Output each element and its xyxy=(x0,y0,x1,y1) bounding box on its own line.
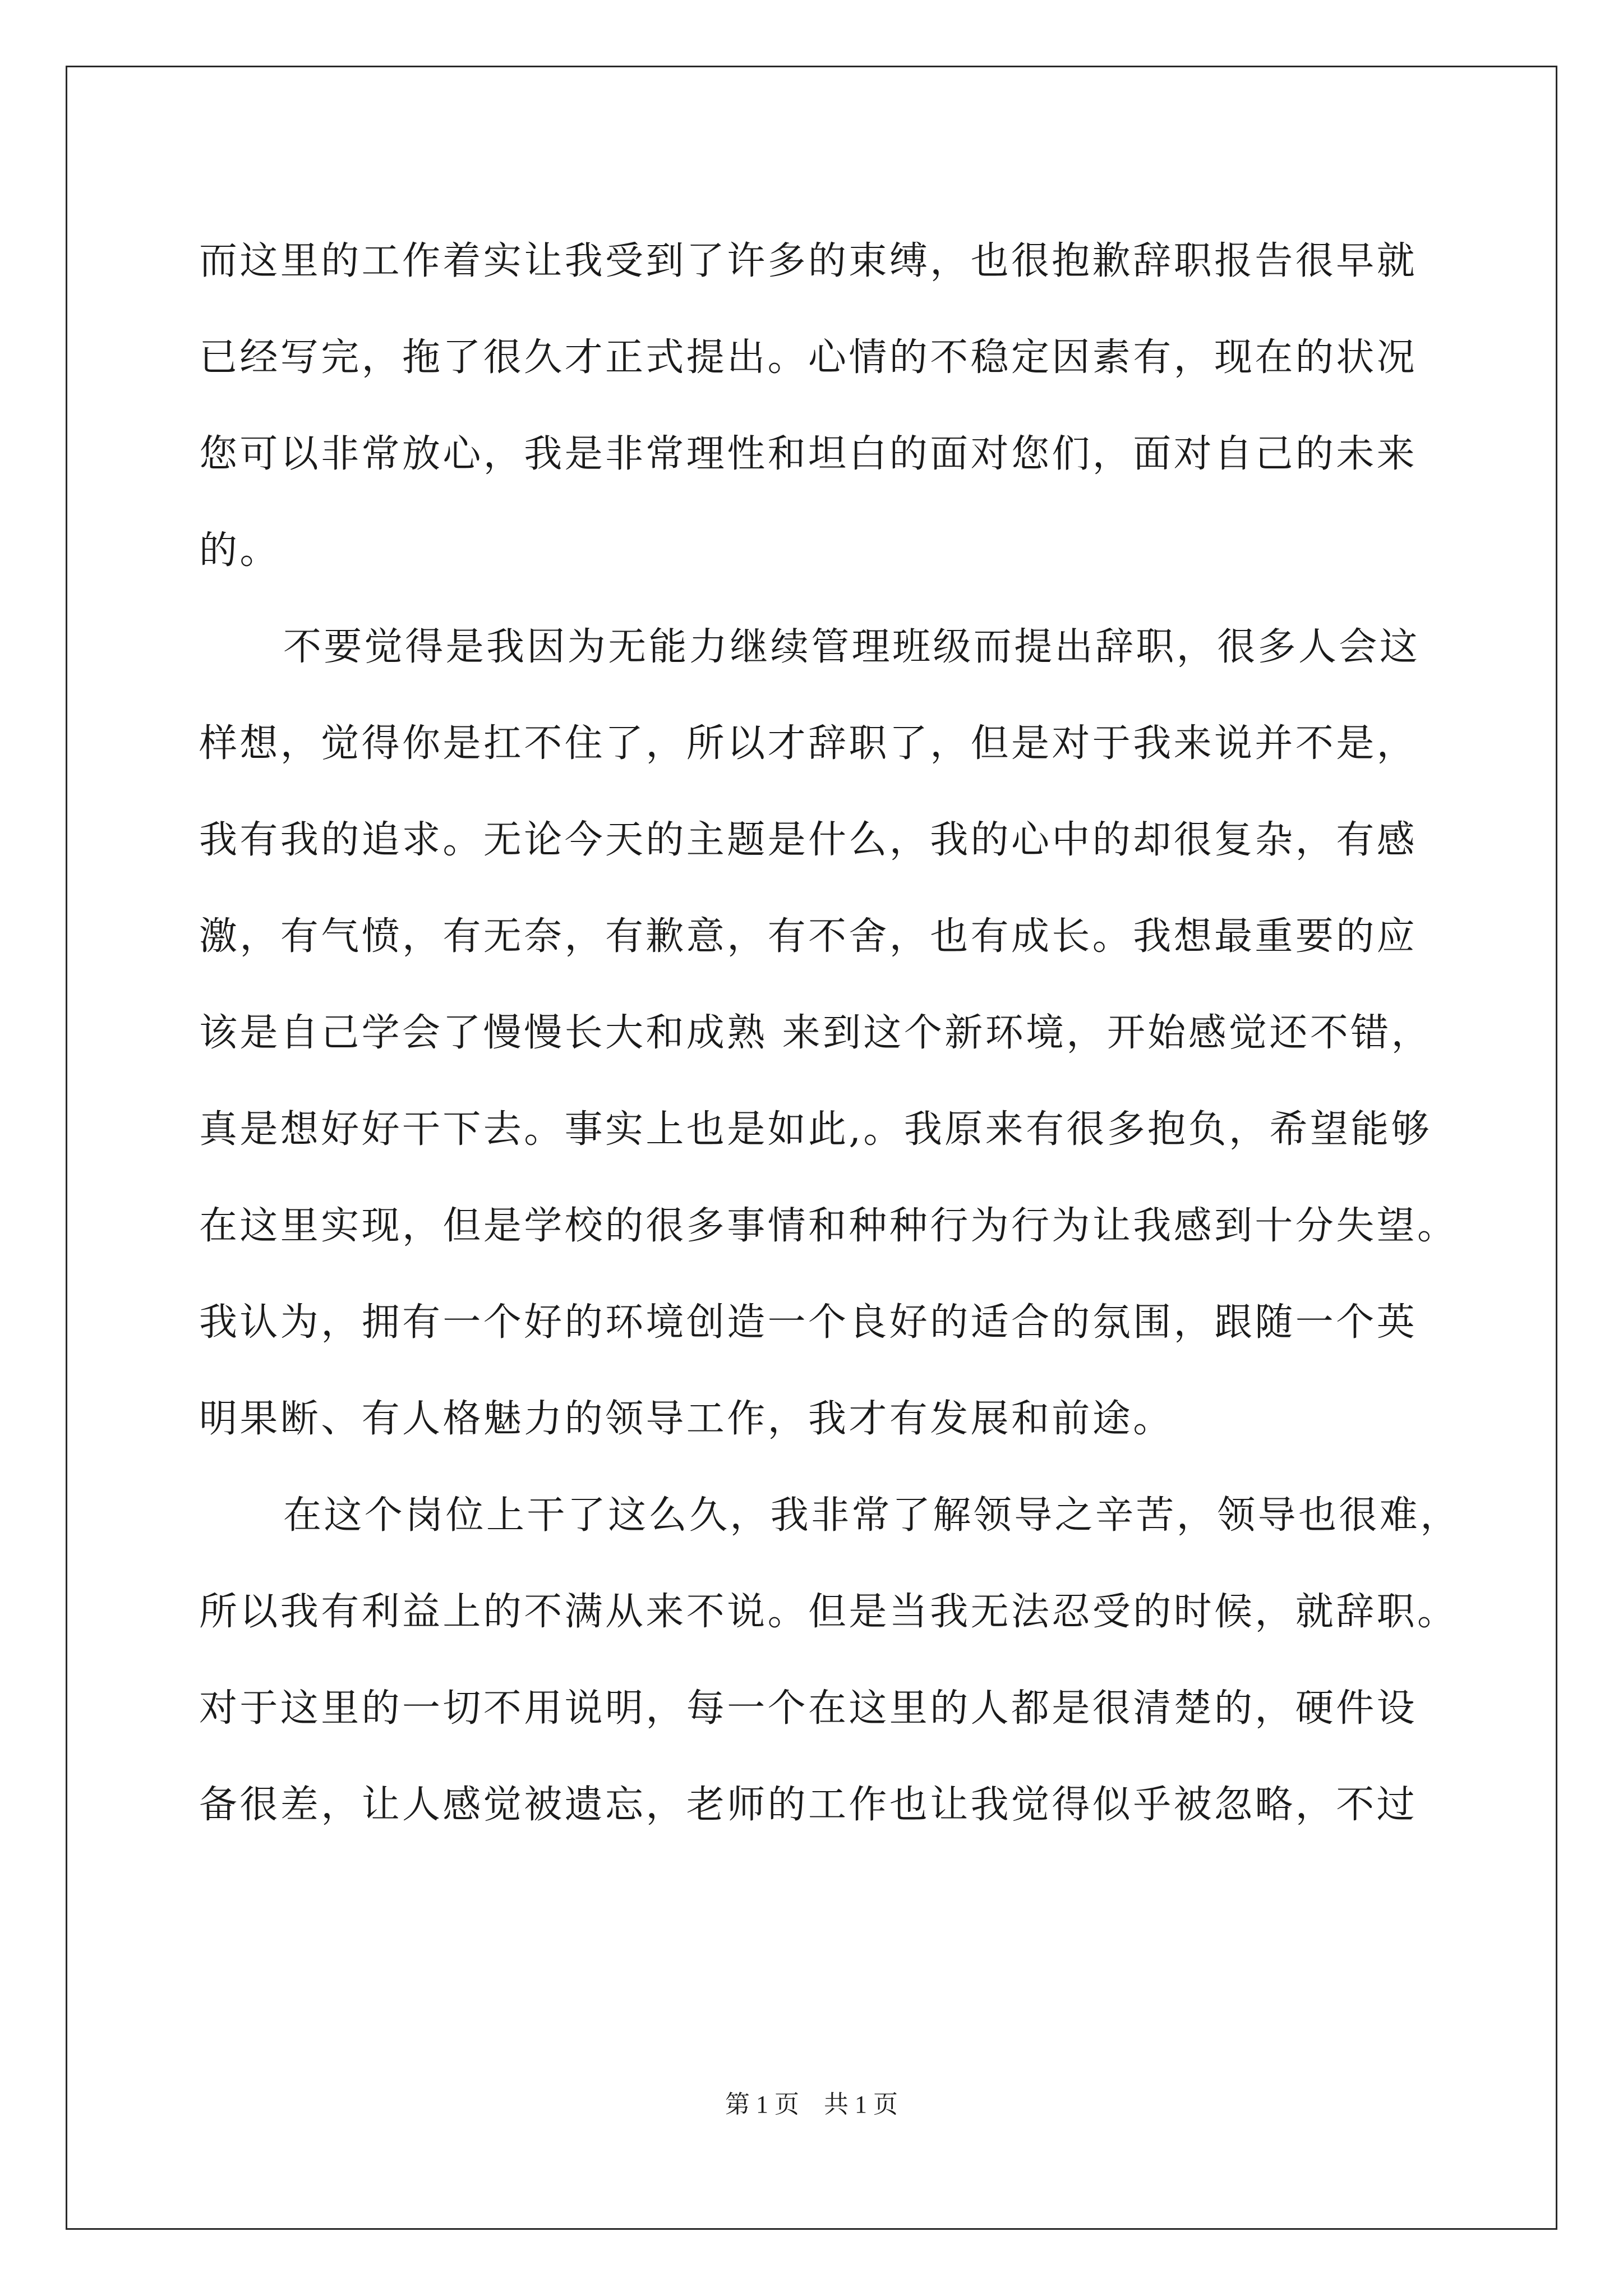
text-line: 的。 xyxy=(199,528,280,573)
text-line: 我有我的追求。无论今天的主题是什么，我的心中的却很复杂，有感 xyxy=(199,818,1418,862)
text-line: 所以我有利益上的不满从来不说。但是当我无法忍受的时候，就辞职。 xyxy=(199,1590,1458,1634)
text-line: 在这里实现，但是学校的很多事情和种种行为行为让我感到十分失望。 xyxy=(199,1204,1458,1248)
text-line: 激，有气愤，有无奈，有歉意，有不舍，也有成长。我想最重要的应 xyxy=(199,914,1418,959)
paragraph-first-line: 不要觉得是我因为无能力继续管理班级而提出辞职，很多人会这 xyxy=(283,625,1421,669)
document-body xyxy=(199,213,1461,1853)
page-number-footer: 第 1 页 共 1 页 xyxy=(725,2091,898,2118)
text-line: 明果断、有人格魅力的领导工作，我才有发展和前途。 xyxy=(199,1397,1174,1441)
text-line: 样想，觉得你是扛不住了，所以才辞职了，但是对于我来说并不是， xyxy=(199,721,1418,766)
text-line: 该是自己学会了慢慢长大和成熟 来到这个新环境，开始感觉还不错， xyxy=(199,1011,1432,1055)
text-line: 备很差，让人感觉被遗忘，老师的工作也让我觉得似乎被忽略，不过 xyxy=(199,1783,1418,1827)
text-line: 您可以非常放心，我是非常理性和坦白的面对您们，面对自己的未来 xyxy=(199,432,1418,476)
text-line: 而这里的工作着实让我受到了许多的束缚，也很抱歉辞职报告很早就 xyxy=(199,239,1418,283)
text-line: 我认为，拥有一个好的环境创造一个良好的适合的氛围，跟随一个英 xyxy=(199,1300,1418,1345)
text-line: 真是想好好干下去。事实上也是如此,。我原来有很多抱负，希望能够 xyxy=(199,1107,1432,1152)
text-line: 对于这里的一切不用说明，每一个在这里的人都是很清楚的，硬件设 xyxy=(199,1686,1418,1731)
text-line: 已经写完，拖了很久才正式提出。心情的不稳定因素有，现在的状况 xyxy=(199,335,1418,380)
paragraph-first-line: 在这个岗位上干了这么久，我非常了解领导之辛苦，领导也很难， xyxy=(283,1493,1461,1538)
